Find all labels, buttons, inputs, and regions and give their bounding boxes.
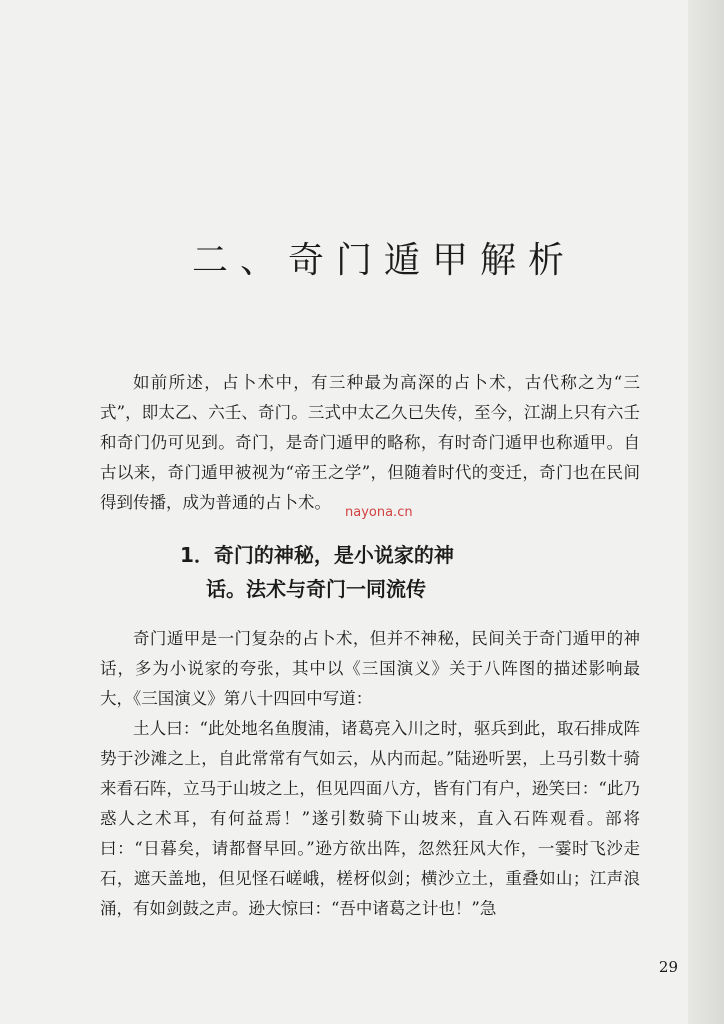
page-edge: [688, 0, 724, 1024]
paragraph-quote: 土人曰：“此处地名鱼腹浦，诸葛亮入川之时，驱兵到此，取石排成阵势于沙滩之上，自此常常有气如云，从内而起。”陆逊听罢，上马引数十骑来看石阵，立马于山坡之上，但见四面八方，皆有门有户，逊笑曰：“此乃惑人之术耳，有何益焉！”遂引数骑下山坡来，直入石阵观看。部将曰：“日暮矣，请都督早回。”逊方欲出阵，忽然狂风大作，一霎时飞沙走石，遮天盖地，但见怪石嵯峨，槎枒似剑；横沙立土，重叠如山；江声浪涌，有如剑鼓之声。逊大惊曰：“吾中诸葛之计也！”急: [100, 719, 640, 918]
section-title-line-2: 话。法术与奇门一同流传: [206, 577, 426, 601]
chapter-title: 二、奇门遁甲解析: [192, 240, 577, 281]
section-title: [180, 538, 454, 606]
section-title-line-1: 1．奇门的神秘，是小说家的神: [180, 543, 454, 567]
paragraph-intro: 如前所述，占卜术中，有三种最为高深的占卜术，古代称之为“三式”，即太乙、六壬、奇门。三式中太乙久已失传，至今，江湖上只有六壬和奇门仍可见到。奇门，是奇门遁甲的略称，有时奇门遁甲也称遁甲。自古以来，奇门遁甲被视为“帝王之学”，但随着时代的变迁，奇门也在民间得到传播，成为普通的占卜术。: [100, 373, 640, 512]
page-number: 29: [658, 958, 678, 976]
watermark: nayona.cn: [345, 505, 413, 520]
paragraph-body: 奇门遁甲是一门复杂的占卜术，但并不神秘，民间关于奇门遁甲的神话，多为小说家的夸张，其中以《三国演义》关于八阵图的描述影响最大，《三国演义》第八十四回中写道：: [100, 629, 640, 708]
